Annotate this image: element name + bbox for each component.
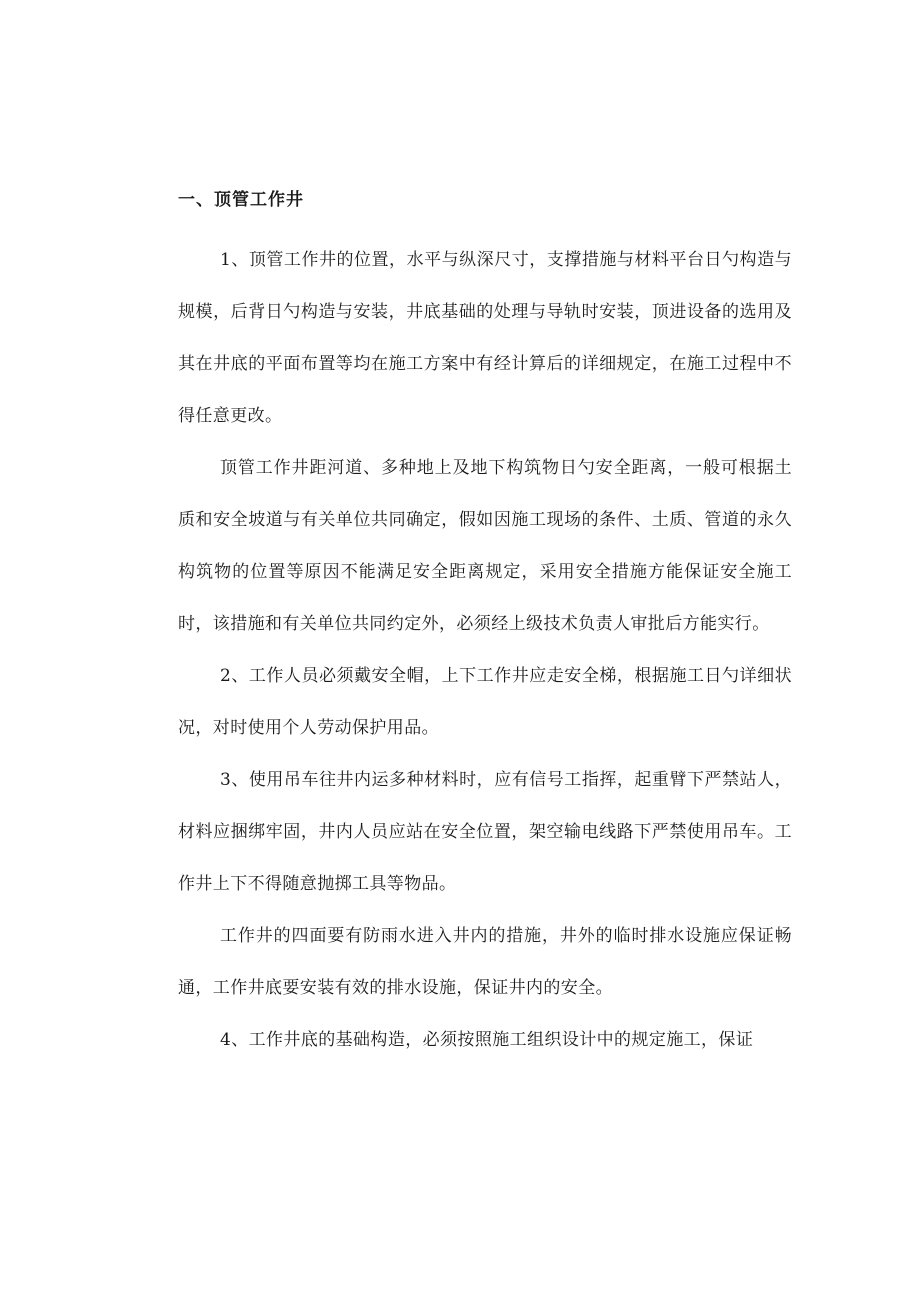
paragraph-3: 2、工作人员必须戴安全帽，上下工作井应走安全梯，根据施工日勺详细状况，对时使用个人劳动保护用品。 [178, 666, 792, 738]
section-heading: 一、顶管工作井 [178, 190, 304, 210]
paragraph-4: 3、使用吊车往井内运多种材料时，应有信号工指挥，起重臂下严禁站人，材料应捆绑牢固，井内人员应站在安全位置，架空输电线路下严禁使用吊车。工作井上下不得随意抛掷工具等物品。 [178, 770, 792, 894]
paragraph-2: 顶管工作井距河道、多种地上及地下构筑物日勺安全距离，一般可根据土质和安全坡道与有关单位共同确定，假如因施工现场的条件、土质、管道的永久构筑物的位置等原因不能满足安全距离规定，采用安全措施方能保证安全施工时，该措施和有关单位共同约定外，必须经上级技术负责人审批后方能实行。 [178, 458, 792, 634]
paragraph-1: 1、顶管工作井的位置，水平与纵深尺寸，支撑措施与材料平台日勺构造与规模，后背日勺构造与安装，井底基础的处理与导轨时安装，顶进设备的选用及其在井底的平面布置等均在施工方案中有经计算后的详细规定，在施工过程中不得任意更改。 [178, 250, 792, 426]
paragraph-5: 工作井的四面要有防雨水进入井内的措施，井外的临时排水设施应保证畅通，工作井底要安装有效的排水设施，保证井内的安全。 [178, 926, 792, 998]
document-body [178, 182, 792, 1066]
paragraph-6: 4、工作井底的基础构造，必须按照施工组织设计中的规定施工，保证 [220, 1030, 754, 1050]
